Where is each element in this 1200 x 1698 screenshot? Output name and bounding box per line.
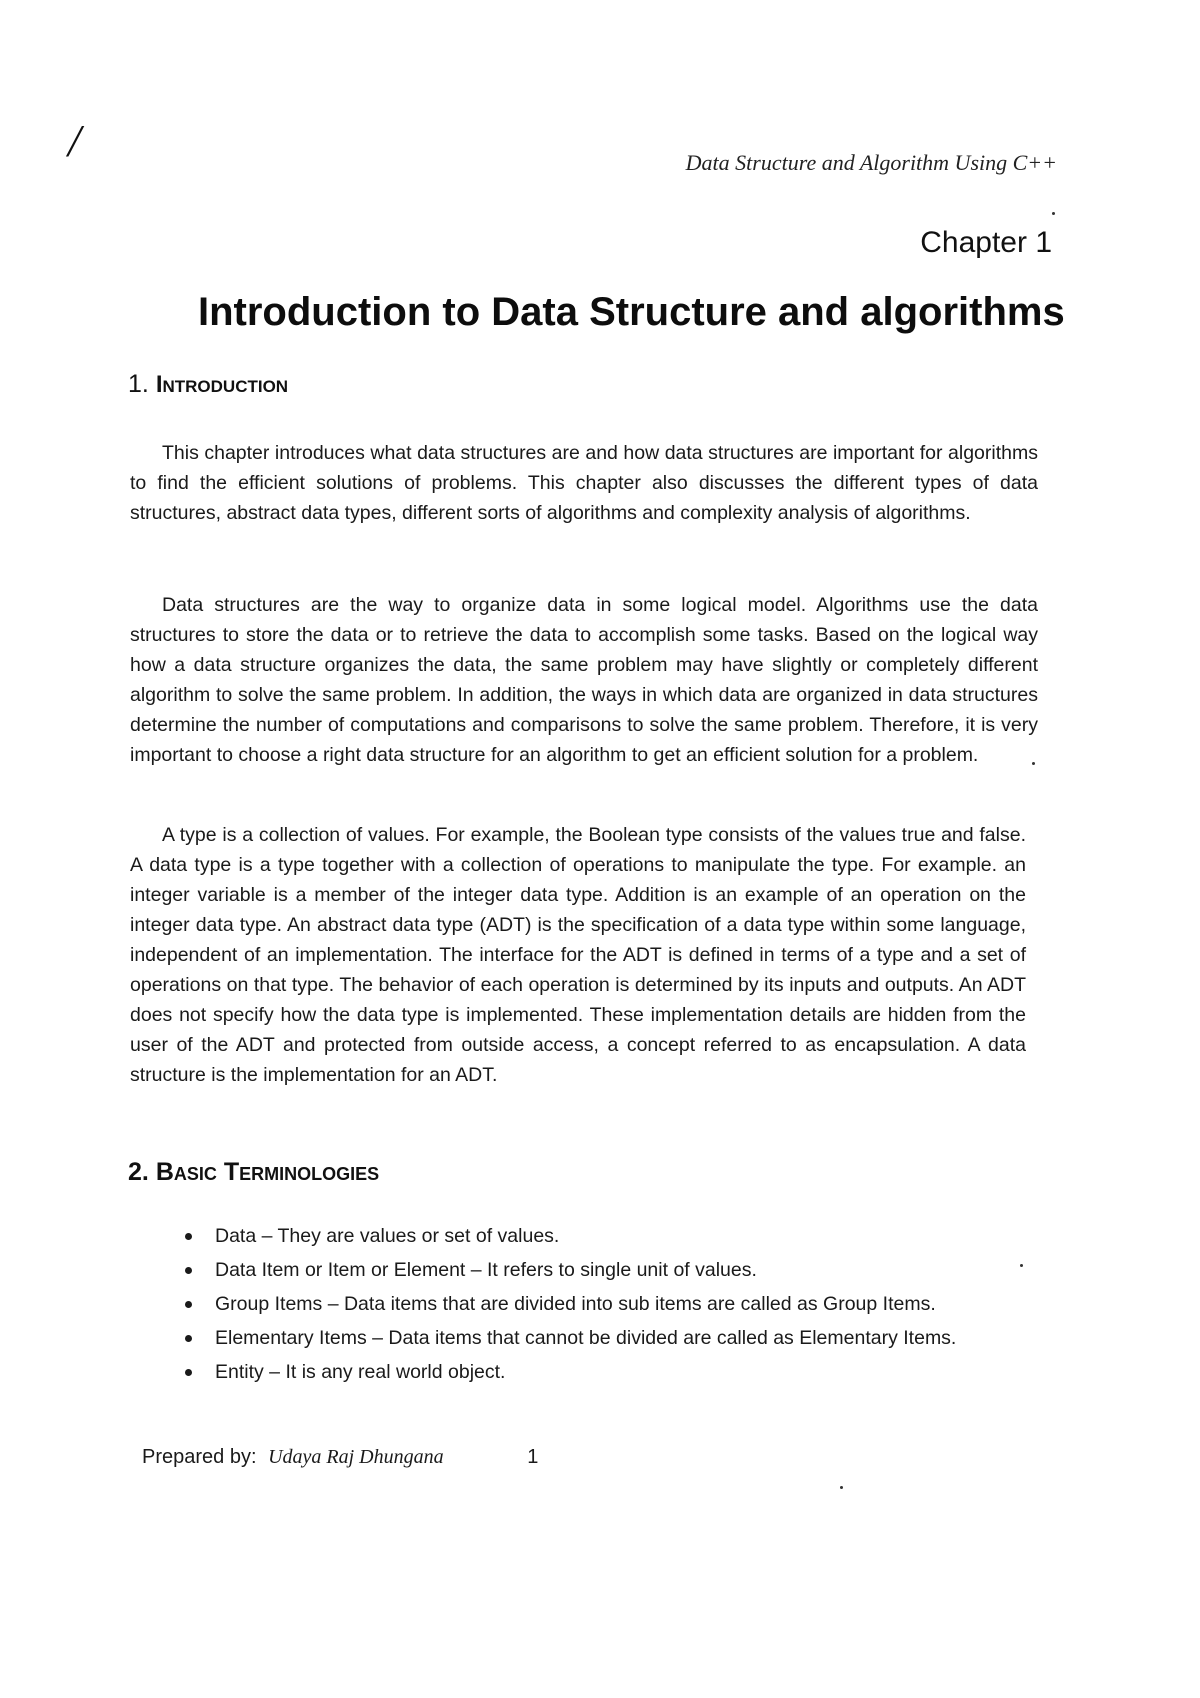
list-item-text: Data – They are values or set of values. [215, 1225, 560, 1247]
author-name: Udaya Raj Dhungana [268, 1446, 444, 1468]
list-item [185, 1357, 1020, 1387]
list-item [185, 1255, 1020, 1285]
list-item [185, 1289, 1020, 1319]
page-title: Introduction to Data Structure and algorithms [198, 290, 1065, 334]
bullet-icon [185, 1267, 192, 1274]
list-item-text: Data Item or Item or Element – It refers to single unit of values. [215, 1259, 757, 1281]
running-header: Data Structure and Algorithm Using C++ [685, 150, 1057, 175]
section-title: Basic Terminologies [155, 1158, 380, 1186]
list-item [185, 1323, 1020, 1353]
scan-speck [840, 1486, 843, 1489]
prepared-by-label: Prepared by: [142, 1446, 257, 1468]
section-heading-introduction [128, 370, 288, 399]
list-item [185, 1221, 1020, 1251]
bullet-icon [185, 1301, 192, 1308]
page-number: 1 [527, 1446, 539, 1468]
terminology-list [185, 1221, 1020, 1391]
bullet-icon [185, 1369, 192, 1376]
paragraph: Data structures are the way to organize data in some logical model. Algorithms use the data structures to store the data or to retrieve the data to accomplish some tasks. Based on the logical way how a data structure organizes the data, the same problem may have slightly or completely different algorithm to solve the same problem. In addition, the ways in which data are organized in data structures determine the number of computations and comparisons to solve the same problem. Therefore, it is very important to choose a right data structure for an algorithm to get an efficient solution for a problem. [130, 594, 1038, 766]
chapter-label: Chapter 1 [920, 226, 1052, 259]
scan-speck [1052, 212, 1055, 215]
scan-speck [1032, 762, 1035, 765]
section-number: 2. [128, 1158, 149, 1186]
paragraph: This chapter introduces what data structures are and how data structures are important for algorithms to find the efficient solutions of problems. This chapter also discusses the different types of data structures, abstract data types, different sorts of algorithms and complexity analysis of algorithms. [130, 442, 1038, 524]
scan-speck [1020, 1264, 1023, 1267]
list-item-text: Entity – It is any real world object. [215, 1361, 506, 1383]
section-heading-basic-terminologies [128, 1158, 379, 1187]
section-number: 1. [128, 370, 149, 398]
bullet-icon [185, 1335, 192, 1342]
list-item-text: Elementary Items – Data items that cannot be divided are called as Elementary Items. [215, 1327, 957, 1349]
list-item-text: Group Items – Data items that are divided into sub items are called as Group Items. [215, 1293, 936, 1315]
margin-slash-mark: / [68, 115, 81, 166]
paragraph: A type is a collection of values. For example, the Boolean type consists of the values true and false. A data type is a type together with a collection of operations to manipulate the type. For example. an integer variable is a member of the integer data type. Addition is an example of an operation on the integer data type. An abstract data type (ADT) is the specification of a data type within some language, independent of an implementation. The interface for the ADT is defined in terms of a type and a set of operations on that type. The behavior of each operation is determined by its inputs and outputs. An ADT does not specify how the data type is implemented. These implementation details are hidden from the user of the ADT and protected from outside access, a concept referred to as encapsulation. A data structure is the implementation for an ADT. [130, 824, 1026, 1086]
page-footer [142, 1446, 538, 1469]
bullet-icon [185, 1233, 192, 1240]
section-title: Introduction [155, 371, 289, 398]
